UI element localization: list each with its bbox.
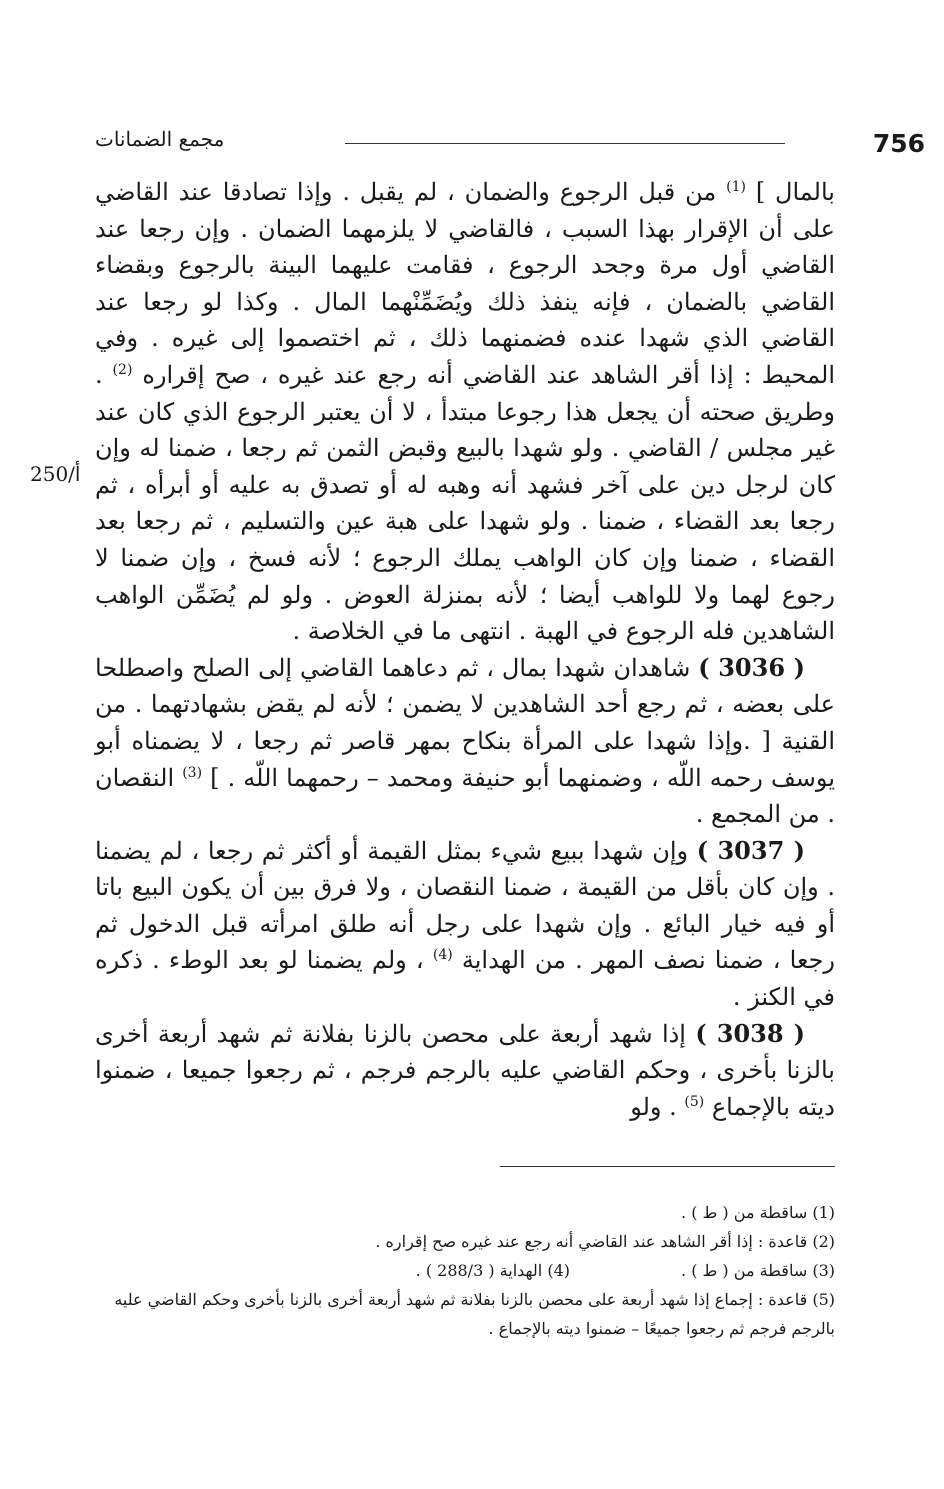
entry-number: ( 3036 ) xyxy=(698,652,805,682)
paragraph-3037 xyxy=(95,833,835,1016)
running-title: مجمع الضمانات xyxy=(95,127,225,151)
entry-number: ( 3037 ) xyxy=(696,835,805,865)
paragraph-3038 xyxy=(95,1016,835,1126)
text-run: شاهدان شهدا بمال ، ثم دعاهما القاضي إلى الصلح واصطلحا على بعضه ، ثم رجع أحد الشاهدين لا يضمن ؛ لأنه لم يقض بشهادتهما . من القنية [ .وإذا شهدا على المرأة بنكاح بمهر قاصر ثم رجعا ، لا يضمناه أبو يوسف رحمه اللّه ، وضمنهما أبو حنيفة ومحمد – رحمهما اللّه . ] xyxy=(95,653,835,792)
main-text xyxy=(95,174,835,1125)
text-run: النقصان . من المجمع . xyxy=(95,763,835,829)
footnotes xyxy=(90,1198,835,1343)
text-run: ، ولم يضمنا لو بعد الوطء . ذكره في الكنز . xyxy=(95,946,835,1012)
footnote-ref-3: (3) xyxy=(182,764,203,781)
footnote-3: (3) ساقطة من ( ط ) . xyxy=(681,1261,835,1280)
text-run: بالمال ] xyxy=(745,178,835,206)
text-run: من قبل الرجوع والضمان ، لم يقبل . وإذا تصادقا عند القاضي على أن الإقرار بهذا السبب ، فالقاضي لا يلزمهما الضمان . وإن رجعا عند القاضي أول مرة وجحد الرجوع ، فقامت عليهما البينة بالرجوع وبقضاء القاضي بالضمان ، فإنه ينفذ ذلك ويُضَمِّنْهما المال . وكذا لو رجعا عند القاضي الذي شهدا عنده فضمنهما ذلك ، ثم اختصموا إلى غيره . وفي المحيط : إذا أقر الشاهد عند القاضي أنه رجع عند غيره ، صح إقراره xyxy=(95,178,835,389)
footnote-row-3-4 xyxy=(90,1256,835,1285)
page-header xyxy=(95,125,925,165)
footnote-ref-2: (2) xyxy=(112,361,133,378)
footnote-ref-5: (5) xyxy=(684,1093,705,1110)
text-run: وإن شهدا ببيع شيء بمثل القيمة أو أكثر ثم رجعا ، لم يضمنا . وإن كان بأقل من القيمة ، ضمنا النقصان ، ولا فرق بين أن يكون البيع باتا أو فيه خيار البائع . وإن شهدا على رجل أنه طلق امرأته قبل الدخول ثم رجعا ، ضمنا نصف المهر . من الهداية xyxy=(95,836,835,975)
header-rule xyxy=(345,143,785,144)
paragraph-continuation xyxy=(95,174,835,650)
text-run: . وطريق صحته أن يجعل هذا رجوعا مبتدأ ، لا أن يعتبر الرجوع الذي كان عند غير مجلس / القاضي . ولو شهدا بالبيع وقبض الثمن ثم رجعا ، ضمنا له وإن كان لرجل دين على آخر فشهد أنه وهبه له أو تصدق به عليه أو أبرأه ، ثم رجعا بعد القضاء ، ضمنا . ولو شهدا على هبة عين والتسليم ، ثم رجعا بعد القضاء ، ضمنا وإن كان الواهب يملك الرجوع ؛ لأنه فسخ ، وإن ضمنا لا رجوع لهما ولا للواهب أيضا ؛ لأنه بمنزلة العوض . ولو لم يُضَمِّن الواهب الشاهدين فله الرجوع في الهبة . انتهى ما في الخلاصة . xyxy=(95,360,835,646)
footnote-ref-4: (4) xyxy=(432,947,453,964)
page-number: 756 xyxy=(872,129,925,158)
footnote-5: (5) قاعدة : إجماع إذا شهد أربعة على محصن بالزنا بفلانة ثم شهد أربعة أخرى بالزنا بأخرى وحكم القاضي عليه بالرجم فرجم ثم رجعوا جميعًا – ضمنوا ديته بالإجماع . xyxy=(114,1290,835,1338)
folio-margin-note: 250/أ xyxy=(30,462,81,486)
text-run: . ولو xyxy=(630,1092,685,1121)
footnote-1: (1) ساقطة من ( ط ) . xyxy=(681,1203,835,1222)
footnote-2: (2) قاعدة : إذا أقر الشاهد عند القاضي أنه رجع عند غيره صح إقراره . xyxy=(375,1232,835,1251)
entry-number: ( 3038 ) xyxy=(695,1018,805,1048)
footnote-ref-1: (1) xyxy=(726,179,746,195)
footnote-separator xyxy=(500,1166,835,1167)
footnote-4: (4) الهداية ( 288/3 ) . xyxy=(415,1261,570,1280)
paragraph-3036 xyxy=(95,650,835,833)
text-run: إذا شهد أربعة على محصن بالزنا بفلانة ثم شهد أربعة أخرى بالزنا بأخرى ، وحكم القاضي عليه بالرجم فرجم ، ثم رجعوا جميعا ، ضمنوا ديته بالإجماع xyxy=(95,1019,835,1121)
